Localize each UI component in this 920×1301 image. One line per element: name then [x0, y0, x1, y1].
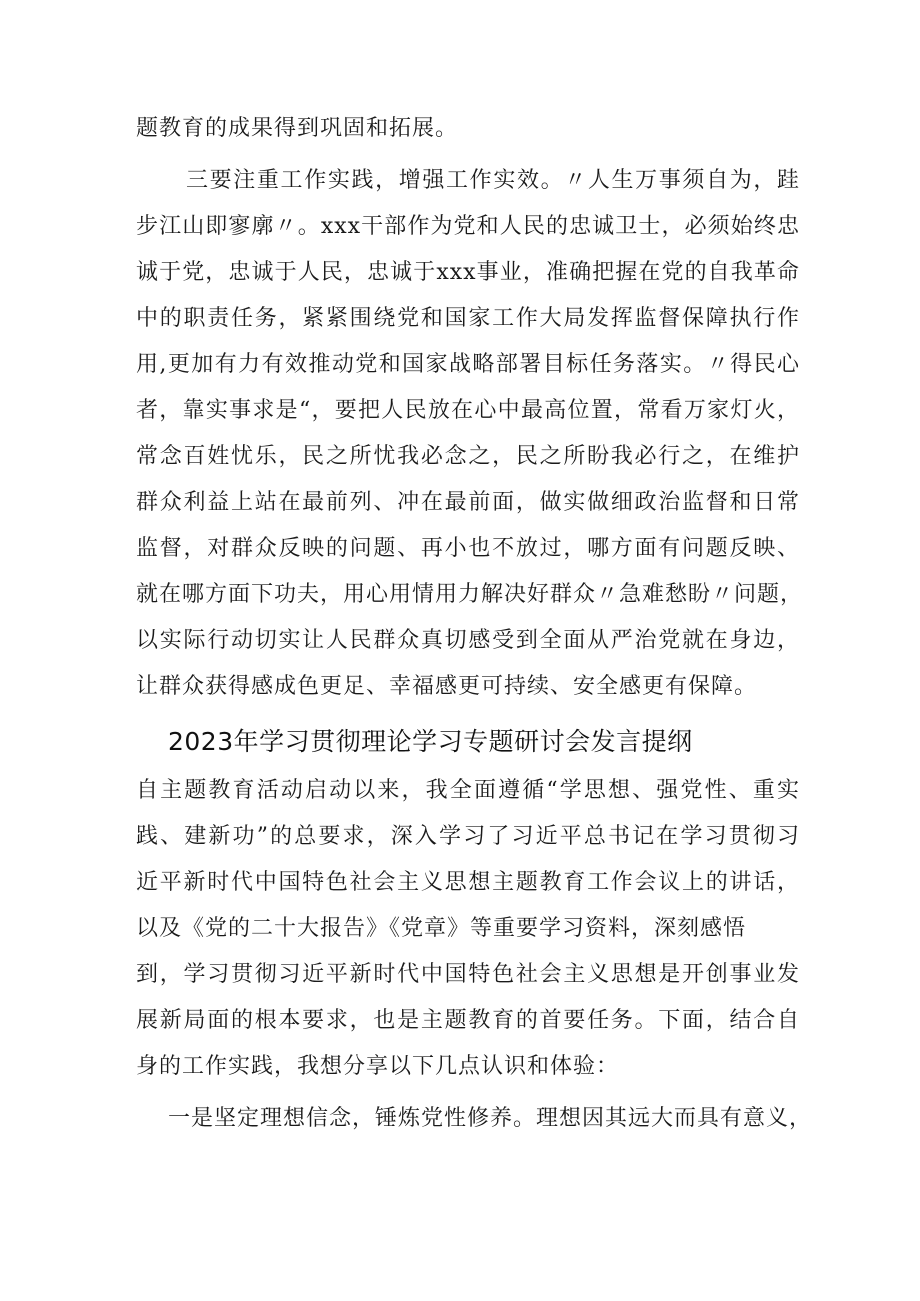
text-line: 题教育的成果得到巩固和拓展。 — [136, 116, 459, 141]
text-line: 身的工作实践，我想分享以下几点认识和体验： — [136, 1054, 620, 1079]
text-line: 近平新时代中国特色社会主义思想主题教育工作会议上的讲话， — [136, 870, 800, 895]
text-line: 用,更加有力有效推动党和国家战略部署目标任务落实。〃得民心 — [136, 352, 800, 377]
text-line: 以及《党的二十大报告》《党章》等重要学习资料，深刻感悟 — [136, 916, 747, 941]
text-line: 以实际行动切实让人民群众真切感受到全面从严治党就在身边， — [136, 628, 800, 653]
text-line: 就在哪方面下功夫，用心用情用力解决好群众〃急难愁盼〃问题， — [136, 582, 804, 607]
text-line: 展新局面的根本要求，也是主题教育的首要任务。下面，结合自 — [136, 1008, 800, 1033]
text-line: 让群众获得感成色更足、幸福感更可持续、安全感更有保障。 — [136, 674, 758, 699]
text-line: 中的职责任务，紧紧围绕党和国家工作大局发挥监督保障执行作 — [136, 306, 800, 331]
text-line: 诚于党，忠诚于人民，忠诚于xxx事业，准确把握在党的自我革命 — [136, 260, 800, 285]
text-line: 步江山即寥廓〃。xxx干部作为党和人民的忠诚卫士，必须始终忠 — [136, 214, 800, 239]
text-line: 到，学习贯彻习近平新时代中国特色社会主义思想是开创事业发 — [136, 962, 800, 987]
text-line: 践、建新功”的总要求，深入学习了习近平总书记在学习贯彻习 — [136, 824, 800, 849]
section-heading: 2023年学习贯彻理论学习专题研讨会发言提纲 — [168, 727, 693, 756]
text-line: 者，靠实事求是“，要把人民放在心中最高位置，常看万家灯火， — [136, 398, 800, 423]
text-line: 常念百姓忧乐，民之所忧我必念之，民之所盼我必行之，在维护 — [136, 444, 800, 469]
text-line: 监督，对群众反映的问题、再小也不放过，哪方面有问题反映、 — [136, 536, 800, 561]
text-line: 一是坚定理想信念，锤炼党性修养。理想因其远大而具有意义， — [168, 1106, 813, 1131]
text-line: 自主题教育活动启动以来，我全面遵循“学思想、强党性、重实 — [136, 778, 800, 803]
text-line: 三要注重工作实践，增强工作实效。〃人生万事须自为，跬 — [186, 168, 800, 193]
text-line: 群众利益上站在最前列、冲在最前面，做实做细政治监督和日常 — [136, 490, 800, 515]
